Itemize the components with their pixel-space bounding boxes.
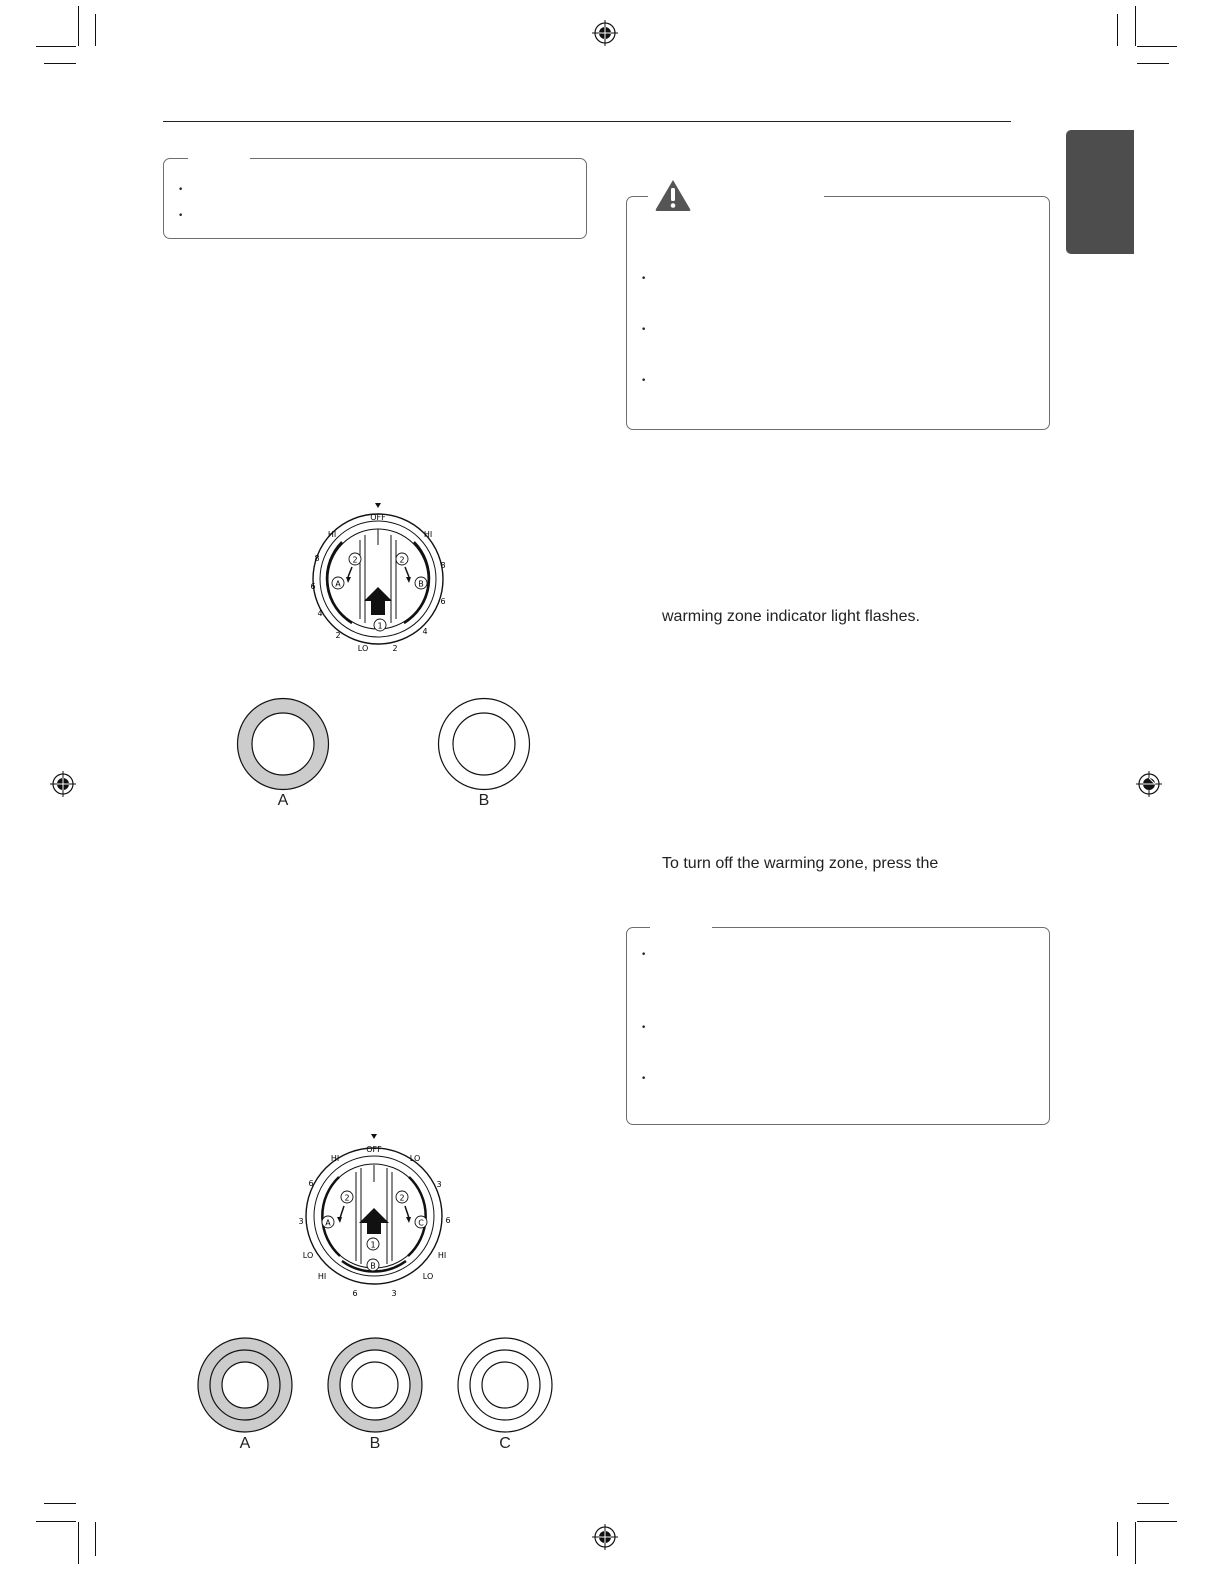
dial-off-label: OFF — [370, 513, 386, 522]
dial-right-lo: LO — [409, 1154, 421, 1163]
dial-left-2: 2 — [335, 631, 341, 640]
burner-triple-small — [456, 1336, 554, 1434]
dial-bottom-hi: HI — [317, 1272, 327, 1281]
warning-bullet: • — [641, 376, 647, 386]
crop-mark — [78, 6, 79, 46]
header-rule — [163, 121, 1011, 122]
warning-box — [626, 196, 1050, 430]
note-bullet: • — [178, 185, 184, 195]
dial-right-hi: HI — [437, 1251, 447, 1260]
warning-triangle-icon — [654, 178, 692, 212]
dial-left-hi: HI — [327, 530, 337, 539]
dial-zone-b: B — [418, 579, 424, 589]
crop-mark — [78, 1522, 79, 1564]
warning-bullet: • — [641, 274, 647, 284]
crop-mark — [44, 63, 76, 64]
note-bullet: • — [641, 950, 647, 960]
caption-b: B — [478, 792, 490, 809]
note-bullet: • — [641, 1023, 647, 1033]
dial-step-2-left: 2 — [352, 555, 358, 565]
dial-left-hi: HI — [330, 1154, 340, 1163]
crop-mark — [1135, 6, 1136, 46]
registration-target-icon — [592, 20, 618, 46]
dial-bottom-6: 6 — [352, 1289, 358, 1298]
dial-left-lo: LO — [302, 1251, 314, 1260]
dial-right-8: 8 — [440, 561, 446, 570]
crop-mark — [36, 46, 76, 47]
dial-zone-a: A — [325, 1218, 331, 1228]
note-bullet: • — [641, 1074, 647, 1084]
dial-bottom-3: 3 — [391, 1289, 397, 1298]
dial-zone-a: A — [335, 579, 341, 589]
crop-mark — [1117, 14, 1118, 46]
dial-left-6: 6 — [308, 1179, 314, 1188]
dial-left-6: 6 — [310, 582, 316, 591]
dial-right-6: 6 — [445, 1216, 451, 1225]
burner-dual-inner — [437, 697, 531, 791]
note-label-gap — [188, 156, 250, 161]
crop-mark — [1137, 63, 1169, 64]
burner-triple-large — [196, 1336, 294, 1434]
crop-mark — [1117, 1522, 1118, 1556]
turn-off-text: To turn off the warming zone, press the — [662, 855, 939, 872]
burner-dual-full — [236, 697, 330, 791]
dial-off-label: OFF — [366, 1145, 382, 1154]
crop-mark — [36, 1521, 76, 1522]
dial-zone-c: C — [418, 1218, 424, 1228]
dial-left-3: 3 — [298, 1217, 304, 1226]
crop-mark — [1137, 46, 1177, 47]
burner-triple-medium — [326, 1336, 424, 1434]
note-box-bottom — [626, 927, 1050, 1125]
dial-bottom-lo: LO — [422, 1272, 434, 1281]
dial-step-1: 1 — [377, 621, 383, 631]
crop-mark — [1137, 1503, 1169, 1504]
note-bullet: • — [178, 211, 184, 221]
dial-step-2-left: 2 — [344, 1193, 350, 1203]
crop-mark — [95, 14, 96, 46]
caption-b: B — [369, 1435, 381, 1452]
registration-target-icon — [1136, 771, 1162, 797]
dial-left-8: 8 — [314, 554, 320, 563]
warming-flash-text: warming zone indicator light flashes. — [662, 608, 920, 625]
dial-right-3: 3 — [436, 1180, 442, 1189]
note-box-top — [163, 158, 587, 239]
crop-mark — [1135, 1522, 1136, 1564]
dial-right-2: 2 — [392, 644, 398, 653]
crop-mark — [1137, 1521, 1177, 1522]
dial-right-hi: HI — [423, 530, 433, 539]
dial-step-2-right: 2 — [399, 1193, 405, 1203]
crop-mark — [95, 1522, 96, 1556]
caption-a: A — [277, 792, 289, 809]
crop-mark — [44, 1503, 76, 1504]
dial-lo: LO — [357, 644, 369, 653]
dial-left-4: 4 — [317, 609, 323, 618]
note-label-gap — [650, 925, 712, 930]
section-tab — [1066, 130, 1134, 254]
dial-zone-b: B — [370, 1261, 376, 1271]
caption-a: A — [239, 1435, 251, 1452]
registration-target-icon — [50, 771, 76, 797]
dial-right-4: 4 — [422, 627, 428, 636]
dial-step-1: 1 — [370, 1240, 376, 1250]
warning-bullet: • — [641, 325, 647, 335]
dual-zone-dial-diagram — [280, 495, 480, 660]
caption-c: C — [499, 1435, 511, 1452]
triple-zone-dial-diagram — [280, 1128, 470, 1303]
dial-step-2-right: 2 — [399, 555, 405, 565]
registration-target-icon — [592, 1524, 618, 1550]
dial-right-6: 6 — [440, 597, 446, 606]
